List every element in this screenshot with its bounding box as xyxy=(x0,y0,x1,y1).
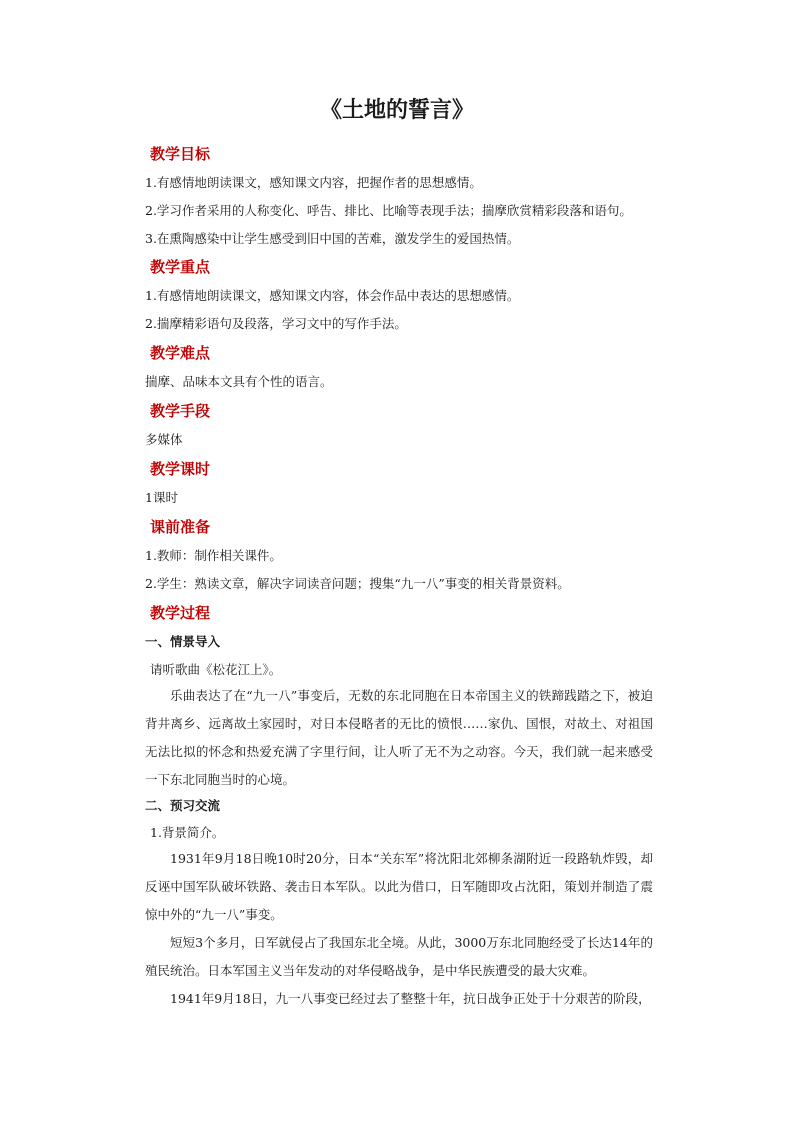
process-part1-title: 一、情景导入 xyxy=(145,634,221,649)
process-part2-title: 二、预习交流 xyxy=(145,798,221,813)
heading-preparation: 课前准备 xyxy=(150,518,211,536)
page-title: 《土地的誓言》 xyxy=(319,98,474,123)
means-item-1: 多媒体 xyxy=(145,432,183,447)
process-part2-paragraph-3: 1941年9月18日，九一八事变已经过去了整整十年，抗日战争正处于十分艰苦的阶段， xyxy=(170,991,651,1006)
hours-item-1: 1课时 xyxy=(145,490,178,505)
key-point-item-2: 2.揣摩精彩语句及段落，学习文中的写作手法。 xyxy=(145,316,407,331)
difficulty-item-1: 揣摩、品味本文具有个性的语言。 xyxy=(145,374,333,389)
preparation-item-1: 1.教师：制作相关课件。 xyxy=(145,548,282,563)
key-point-item-1: 1.有感情地朗读课文，感知课文内容，体会作品中表达的思想感情。 xyxy=(145,288,520,303)
heading-goals: 教学目标 xyxy=(150,145,211,163)
process-part2-line: 1.背景简介。 xyxy=(150,825,225,840)
heading-difficulties: 教学难点 xyxy=(150,344,211,362)
heading-process: 教学过程 xyxy=(150,604,211,622)
heading-key-points: 教学重点 xyxy=(150,258,211,276)
process-part2-paragraph-1: 1931年9月18日晚10时20分，日本“关东军”将沈阳北郊柳条湖附近一段路轨炸毁，却反诬中国军队破坏铁路、袭击日本军队。以此为借口，日军随即攻占沈阳，策划并制造了震惊中外的“九一八”事变。 xyxy=(145,851,653,922)
heading-means: 教学手段 xyxy=(150,402,211,420)
process-part2-paragraph-2: 短短3个多月，日军就侵占了我国东北全境。从此，3000万东北同胞经受了长达14年的殖民统治。日本军国主义当年发动的对华侵略战争，是中华民族遭受的最大灾难。 xyxy=(145,935,653,978)
process-part1-paragraph: 乐曲表达了在“九一八”事变后，无数的东北同胞在日本帝国主义的铁蹄践踏之下，被迫背井离乡、远离故土家园时，对日本侵略者的无比的愤恨……家仇、国恨，对故土、对祖国无法比拟的怀念和热爱充满了字里行间，让人听了无不为之动容。今天，我们就一起来感受一下东北同胞当时的心境。 xyxy=(145,688,653,787)
goal-item-3: 3.在熏陶感染中让学生感受到旧中国的苦难，激发学生的爱国热情。 xyxy=(145,231,520,246)
goal-item-1: 1.有感情地朗读课文，感知课文内容，把握作者的思想感情。 xyxy=(145,175,482,190)
goal-item-2: 2.学习作者采用的人称变化、呼告、排比、比喻等表现手法；揣摩欣赏精彩段落和语句。 xyxy=(145,203,632,218)
process-part1-line: 请听歌曲《松花江上》。 xyxy=(150,662,282,677)
preparation-item-2: 2.学生：熟读文章，解决字词读音问题；搜集“九一八”事变的相关背景资料。 xyxy=(145,576,570,591)
heading-hours: 教学课时 xyxy=(150,460,211,478)
